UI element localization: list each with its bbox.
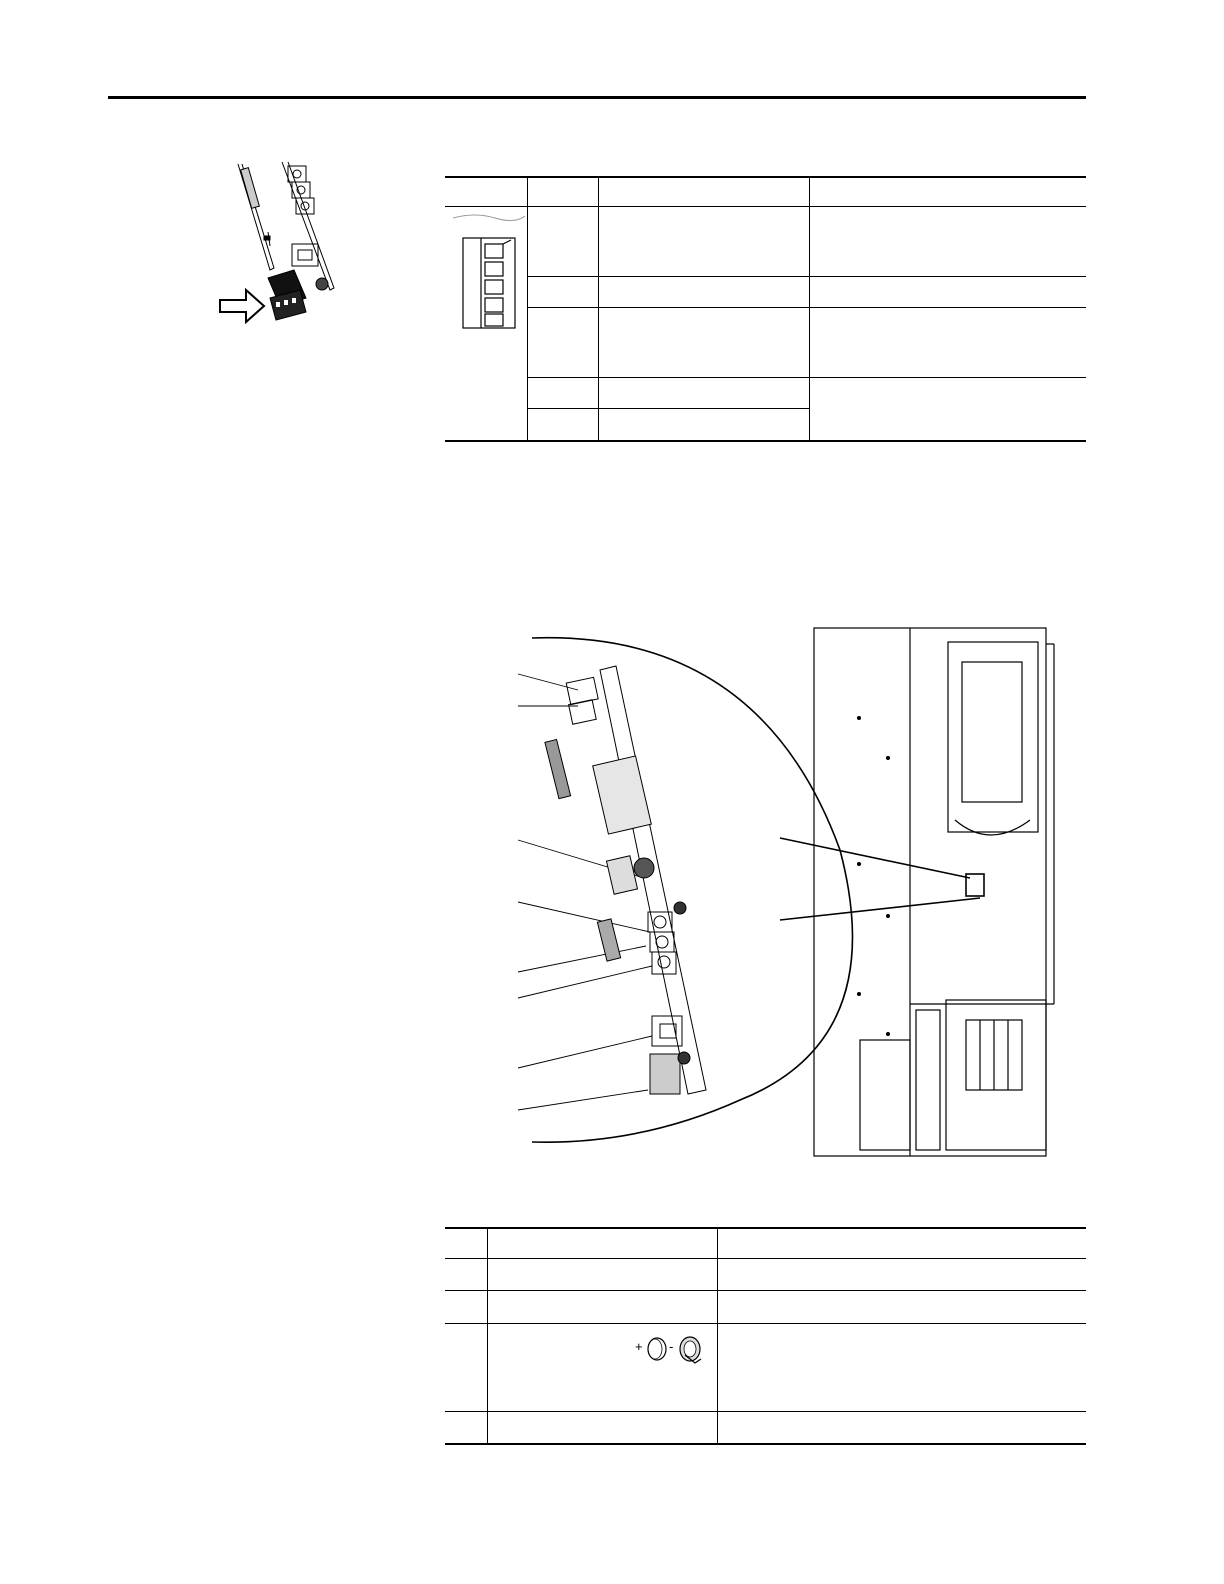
terminal-block-icon [445,210,527,335]
connector-illustration [210,160,340,330]
battery-minus: - [669,1339,674,1354]
battery-icon [645,1335,669,1363]
table-component-list [445,1227,1086,1445]
battery-holder-icon [677,1333,705,1367]
drive-detail-figure [510,620,1070,1180]
header-rule [108,96,1086,99]
battery-symbol [635,1333,715,1367]
table-terminal-pinout [445,176,1086,442]
connector-arrow-icon [220,290,264,322]
battery-plus: + [635,1339,643,1354]
